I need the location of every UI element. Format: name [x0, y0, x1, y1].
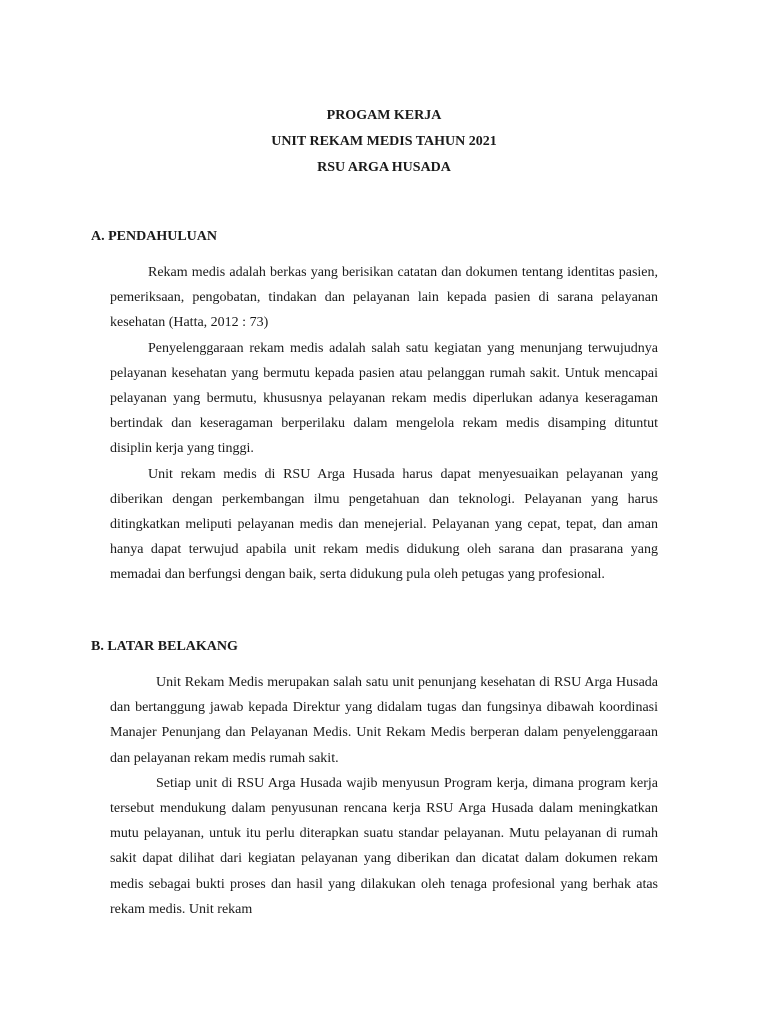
title-line-hospital: RSU ARGA HUSADA	[317, 160, 451, 175]
paragraph: Unit rekam medis di RSU Arga Husada harus dapat menyesuaikan pelayanan yang diberikan dengan perkembangan ilmu pengetahuan dan teknologi. Pelayanan yang harus ditingkatkan meliputi pelayanan medis dan menejerial. Pelayanan yang cepat, tepat, dan aman hanya dapat terwujud apabila unit rekam medis didukung oleh sarana dan prasarana yang memadai dan berfungsi dengan baik, serta didukung pula oleh petugas yang profesional.	[110, 466, 658, 583]
paragraph: Rekam medis adalah berkas yang berisikan catatan dan dokumen tentang identitas pasien, pemeriksaan, pengobatan, tindakan dan pelayanan lain kepada pasien di sarana pelayanan kesehatan (Hatta, 2012 : 73)	[110, 265, 658, 331]
paragraph: Unit Rekam Medis merupakan salah satu unit penunjang kesehatan di RSU Arga Husada dan bertanggung jawab kepada Direktur yang didalam tugas dan fungsinya dibawah koordinasi Manajer Penunjang dan Pelayanan Medis. Unit Rekam Medis berperan dalam penyelenggaraan dan pelayanan rekam medis rumah sakit.	[110, 675, 658, 766]
paragraph: Setiap unit di RSU Arga Husada wajib menyusun Program kerja, dimana program kerja tersebut mendukung dalam penyusunan rencana kerja RSU Arga Husada dalam meningkatkan mutu pelayanan, untuk itu perlu diterapkan suatu standar pelayanan. Mutu pelayanan di rumah sakit dapat dilihat dari kegiatan pelayanan yang diberikan dan dicatat dalam dokumen rekam medis sebagai bukti proses dan hasil yang dilakukan oleh tenaga profesional yang berhak atas rekam medis. Unit rekam	[110, 775, 658, 917]
section-heading-latar-belakang: B. LATAR BELAKANG	[91, 639, 238, 654]
title-line-unit: UNIT REKAM MEDIS TAHUN 2021	[271, 134, 497, 149]
section-body-latar-belakang	[110, 670, 658, 922]
document-title	[0, 103, 768, 181]
title-line-program: PROGAM KERJA	[326, 108, 442, 123]
section-body-pendahuluan	[110, 260, 658, 588]
paragraph: Penyelenggaraan rekam medis adalah salah satu kegiatan yang menunjang terwujudnya pelayanan kesehatan yang bermutu kepada pasien atau pelanggan rumah sakit. Untuk mencapai pelayanan yang bermutu, khususnya pelayanan rekam medis diperlukan adanya keseragaman bertindak dan keseragaman berperilaku dalam mengelola rekam medis disamping dituntut disiplin kerja yang tinggi.	[110, 340, 658, 457]
section-heading-pendahuluan: A. PENDAHULUAN	[91, 229, 217, 244]
